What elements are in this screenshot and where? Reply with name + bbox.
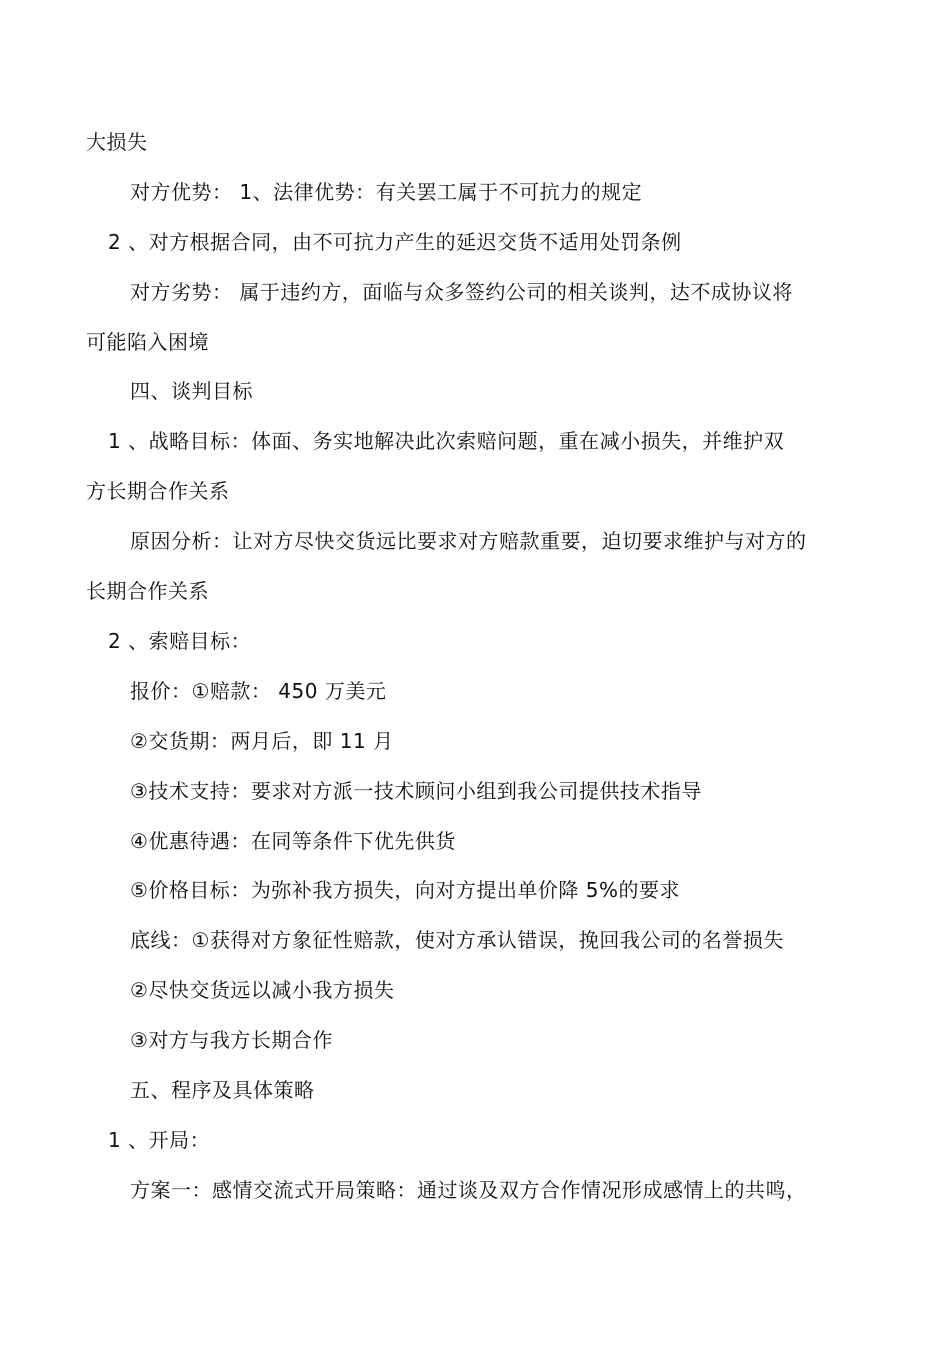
text-line: 方长期合作关系 bbox=[86, 479, 230, 503]
text-line: 对方优势： 1、法律优势：有关罢工属于不可抗力的规定 bbox=[130, 180, 643, 204]
text-line: 报价：①赔款： 450 万美元 bbox=[130, 679, 387, 703]
section-heading: 四、谈判目标 bbox=[130, 379, 253, 403]
text-line: 长期合作关系 bbox=[86, 579, 209, 603]
text-line: ②尽快交货远以减小我方损失 bbox=[130, 978, 395, 1002]
section-heading: 五、程序及具体策略 bbox=[130, 1078, 315, 1102]
text-line: 大损失 bbox=[86, 130, 148, 154]
text-line: ③技术支持：要求对方派一技术顾问小组到我公司提供技术指导 bbox=[130, 779, 702, 803]
text-line: 对方劣势： 属于违约方，面临与众多签约公司的相关谈判，达不成协议将 bbox=[130, 280, 793, 304]
text-line: ②交货期：两月后，即 11 月 bbox=[130, 729, 394, 753]
text-line: 可能陷入困境 bbox=[86, 330, 209, 354]
text-line: 底线：①获得对方象征性赔款，使对方承认错误，挽回我公司的名誉损失 bbox=[130, 928, 784, 952]
text-line: 方案一：感情交流式开局策略：通过谈及双方合作情况形成感情上的共鸣， bbox=[130, 1178, 807, 1202]
text-line: 2 、索赔目标： bbox=[108, 629, 252, 653]
text-line: 1 、开局： bbox=[108, 1128, 211, 1152]
text-line: ⑤价格目标：为弥补我方损失，向对方提出单价降 5%的要求 bbox=[130, 878, 681, 902]
text-line: ③对方与我方长期合作 bbox=[130, 1028, 333, 1052]
text-line: 2 、对方根据合同，由不可抗力产生的延迟交货不适用处罚条例 bbox=[108, 230, 682, 254]
text-line: ④优惠待遇：在同等条件下优先供货 bbox=[130, 829, 456, 853]
text-line: 原因分析：让对方尽快交货远比要求对方赔款重要，迫切要求维护与对方的 bbox=[130, 529, 807, 553]
text-line: 1 、战略目标：体面、务实地解决此次索赔问题，重在减小损失，并维护双 bbox=[108, 429, 785, 453]
